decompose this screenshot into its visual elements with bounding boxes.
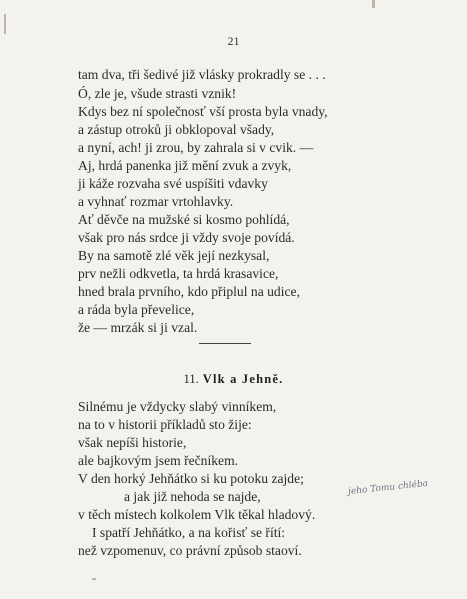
poem-line: že — mrzák si ji vzal. — [78, 320, 198, 335]
poem-line: hned brala prvního, kdo připlul na udice, — [78, 284, 300, 299]
fable-line: a jak již nehoda se najde, — [124, 489, 261, 504]
handwritten-annotation: jeho Tomu chléba — [347, 478, 429, 498]
section-divider — [199, 343, 251, 344]
poem-line: By na samotě zlé věk její nezkysal, — [78, 248, 270, 263]
scan-mark-bottom — [92, 578, 96, 580]
poem-line: a zástup otroků ji obklopoval všady, — [78, 122, 275, 137]
poem-line: Ať děvče na mužské si kosmo pohlídá, — [78, 212, 290, 227]
poem-line: tam dva, tři šedivé již vlásky prokradly se . . . — [78, 67, 326, 82]
fable-line: ale bajkovým jsem řečníkem. — [78, 453, 239, 468]
section-number: 11. — [183, 372, 199, 386]
fable-line: v těch místech kolkolem Vlk těkal hladový. — [78, 507, 316, 522]
fable-line: na to v historii příkladů sto žije: — [78, 417, 252, 432]
poem-line: však pro nás srdce ji vždy svoje povídá. — [78, 230, 295, 245]
poem-line: prv nežli odkvetla, ta hrdá krasavice, — [78, 266, 279, 281]
section-title: Vlk a Jehně. — [202, 372, 284, 386]
fable-line: Silnému je vždycky slabý vinníkem, — [78, 399, 277, 414]
poem-line: ji káže rozvaha své uspíšiti vdavky — [78, 176, 268, 191]
fable-line: však nepíši historie, — [78, 435, 187, 450]
poem-line: Ó, zle je, všude strasti vznik! — [78, 86, 237, 101]
fable-line: V den horký Jehňátko si ku potoku zajde; — [78, 471, 304, 486]
scan-mark-left — [4, 14, 6, 34]
poem-line: Kdys bez ní společnosť vší prosta byla vnady, — [78, 104, 328, 119]
fable-line: než vzpomenuv, co právní způsob staoví. — [78, 543, 302, 558]
section-heading — [0, 372, 467, 387]
poem-line: a ráda byla převelice, — [78, 302, 195, 317]
fable-line: I spatří Jehňátko, a na kořisť se řítí: — [92, 525, 286, 540]
poem-line: a nyní, ach! ji zrou, by zahrala si v cvik. — — [78, 140, 314, 155]
poem-line: Aj, hrdá panenka již mění zvuk a zvyk, — [78, 158, 292, 173]
scan-mark-top — [372, 0, 375, 8]
poem-line: a vyhnať rozmar vrtohlavky. — [78, 194, 234, 209]
page-number: 21 — [227, 34, 240, 48]
